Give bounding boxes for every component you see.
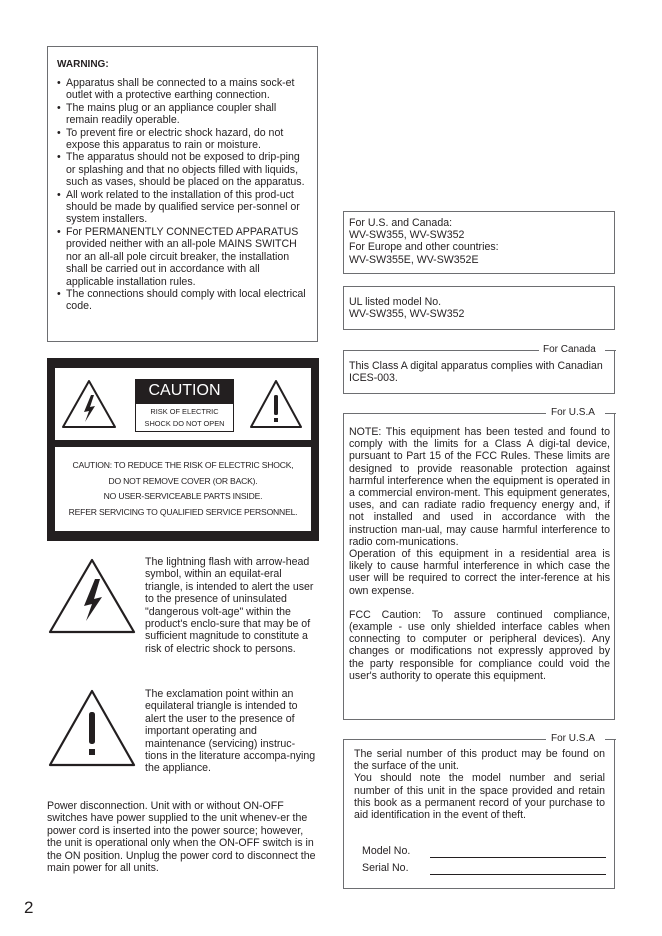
paragraph-gap (349, 597, 610, 609)
warning-item: • All work related to the installation of this prod-uct should be made by qualified service per-sonnel or system installers. (57, 189, 309, 226)
lightning-symbol-icon (47, 557, 137, 635)
warning-item: • The mains plug or an appliance coupler shall remain readily operable. (57, 102, 309, 127)
legend-tick (343, 413, 344, 419)
fcc-note-text: NOTE: This equipment has been tested and found to comply with the limits for a Class A digi-tal device, pursuant to Part 15 of the FCC Rules. These limits are designed to provide reasonable protection against harmful interference when the equipment is operated in a commercial environ-ment. This equipment generates, uses, and can radiate radio frequency energy and, if not installed and used in accordance with the instruction man-ual, may cause harmful interference to radio com-munications. (349, 426, 610, 548)
caution-line: CAUTION: TO REDUCE THE RISK OF ELECTRIC SHOCK, (72, 460, 294, 470)
ul-line: WV-SW355, WV-SW352 (349, 308, 465, 321)
warning-item: • The connections should comply with local electrical code. (57, 288, 309, 313)
usa-serial-box (343, 733, 615, 889)
power-disconnection-text: Power disconnection. Unit with or without ON-OFF switches have power supplied to the unit whenev-er the power cord is inserted into the power source; however, the unit is operational only when the ON-OFF switch is in the ON position. Unplug the power cord to disconnect the main power for all units. (47, 800, 316, 875)
fcc-operation-text: Operation of this equipment in a residential area is likely to cause harmful interference in which case the user will be required to correct the inter-ference at his own expense. (349, 548, 610, 597)
risk-line: SHOCK DO NOT OPEN (144, 419, 225, 428)
lightning-explanation: The lightning flash with arrow-head symbol, within an equilat-eral triangle, is intended to alert the user to the presence of uninsulated "dangerous volt-age" within the product's enclo-sure that may be of sufficient magnitude to constitute a risk of electric shock to persons. (145, 556, 314, 655)
legend-rule (344, 413, 546, 414)
caution-line: REFER SERVICING TO QUALIFIED SERVICE PERSONNEL. (68, 506, 298, 517)
legend-tick (343, 350, 344, 356)
risk-line: RISK OF ELECTRIC (150, 407, 219, 416)
legend-tick (343, 739, 344, 745)
usa-serial-label: For U.S.A (551, 733, 595, 744)
warning-list (57, 77, 309, 313)
fcc-note (349, 426, 610, 682)
caution-text (55, 458, 311, 520)
warning-item: • To prevent fire or electric shock hazard, do not expose this apparatus to rain or moisture. (57, 127, 309, 152)
model-list-box (343, 211, 615, 274)
warning-item: • Apparatus shall be connected to a mains sock-et outlet with a protective earthing connection. (57, 77, 309, 102)
warning-title: WARNING: (57, 59, 109, 70)
legend-tick (614, 350, 615, 356)
lightning-warning-icon (60, 378, 118, 430)
model-line: WV-SW355, WV-SW352 (349, 229, 465, 242)
serial-no-label: Serial No. (362, 862, 409, 874)
model-line: WV-SW355E, WV-SW352E (349, 253, 479, 266)
fcc-caution-text: FCC Caution: To assure continued compliance, (example - use only shielded interface cables when connecting to computer or peripheral devices). Any changes or modifications not expressly approved by the party responsible for compliance could void the user's authority to operate this equipment. (349, 608, 610, 682)
legend-tick (614, 739, 615, 745)
warning-item: • The apparatus should not be exposed to drip-ping or splashing and that no objects filled with liquids, such as vases, should be placed on the apparatus. (57, 151, 309, 188)
serial-text-2: You should note the model number and serial number of this unit in the space provided and retain this book as a permanent record of your purchase to aid identification in the event of theft. (354, 772, 605, 822)
exclamation-symbol-icon (47, 688, 137, 768)
serial-no-field[interactable] (430, 874, 606, 875)
serial-text (354, 748, 605, 821)
model-no-label: Model No. (362, 845, 411, 857)
legend-rule (344, 739, 546, 740)
model-line: For U.S. and Canada: (349, 217, 453, 229)
ul-listed-box (343, 286, 615, 330)
risk-of-shock-label (135, 403, 234, 432)
canada-label: For Canada (543, 344, 596, 355)
caution-label: CAUTION (135, 379, 234, 403)
model-line: For Europe and other countries: (349, 241, 499, 254)
serial-text-1: The serial number of this product may be found on the surface of the unit. (354, 748, 605, 773)
caution-line: NO USER-SERVICEABLE PARTS INSIDE. (103, 491, 263, 502)
canada-box (343, 344, 615, 394)
exclamation-warning-icon (248, 378, 304, 430)
warning-item: • For PERMANENTLY CONNECTED APPARATUS provided neither with an all-pole MAINS SWITCH nor an all-all pole circuit breaker, the installation shall be carried out in accordance with all applicable installation rules. (57, 226, 309, 288)
usa-fcc-label: For U.S.A (551, 407, 595, 418)
caution-line: DO NOT REMOVE COVER (OR BACK). (108, 475, 258, 486)
legend-rule (344, 350, 539, 351)
page-number: 2 (24, 898, 34, 917)
ul-line: UL listed model No. (349, 296, 442, 308)
warning-box (47, 46, 318, 342)
usa-fcc-box (343, 407, 615, 720)
canada-text: This Class A digital apparatus complies with Canadian ICES-003. (349, 360, 603, 385)
model-no-field[interactable] (430, 857, 606, 858)
exclamation-explanation: The exclamation point within an equilateral triangle is intended to alert the user to the presence of important operating and maintenance (servicing) instruc-tions in the literature accompa-nying the appliance. (145, 688, 316, 775)
legend-tick (614, 413, 615, 419)
